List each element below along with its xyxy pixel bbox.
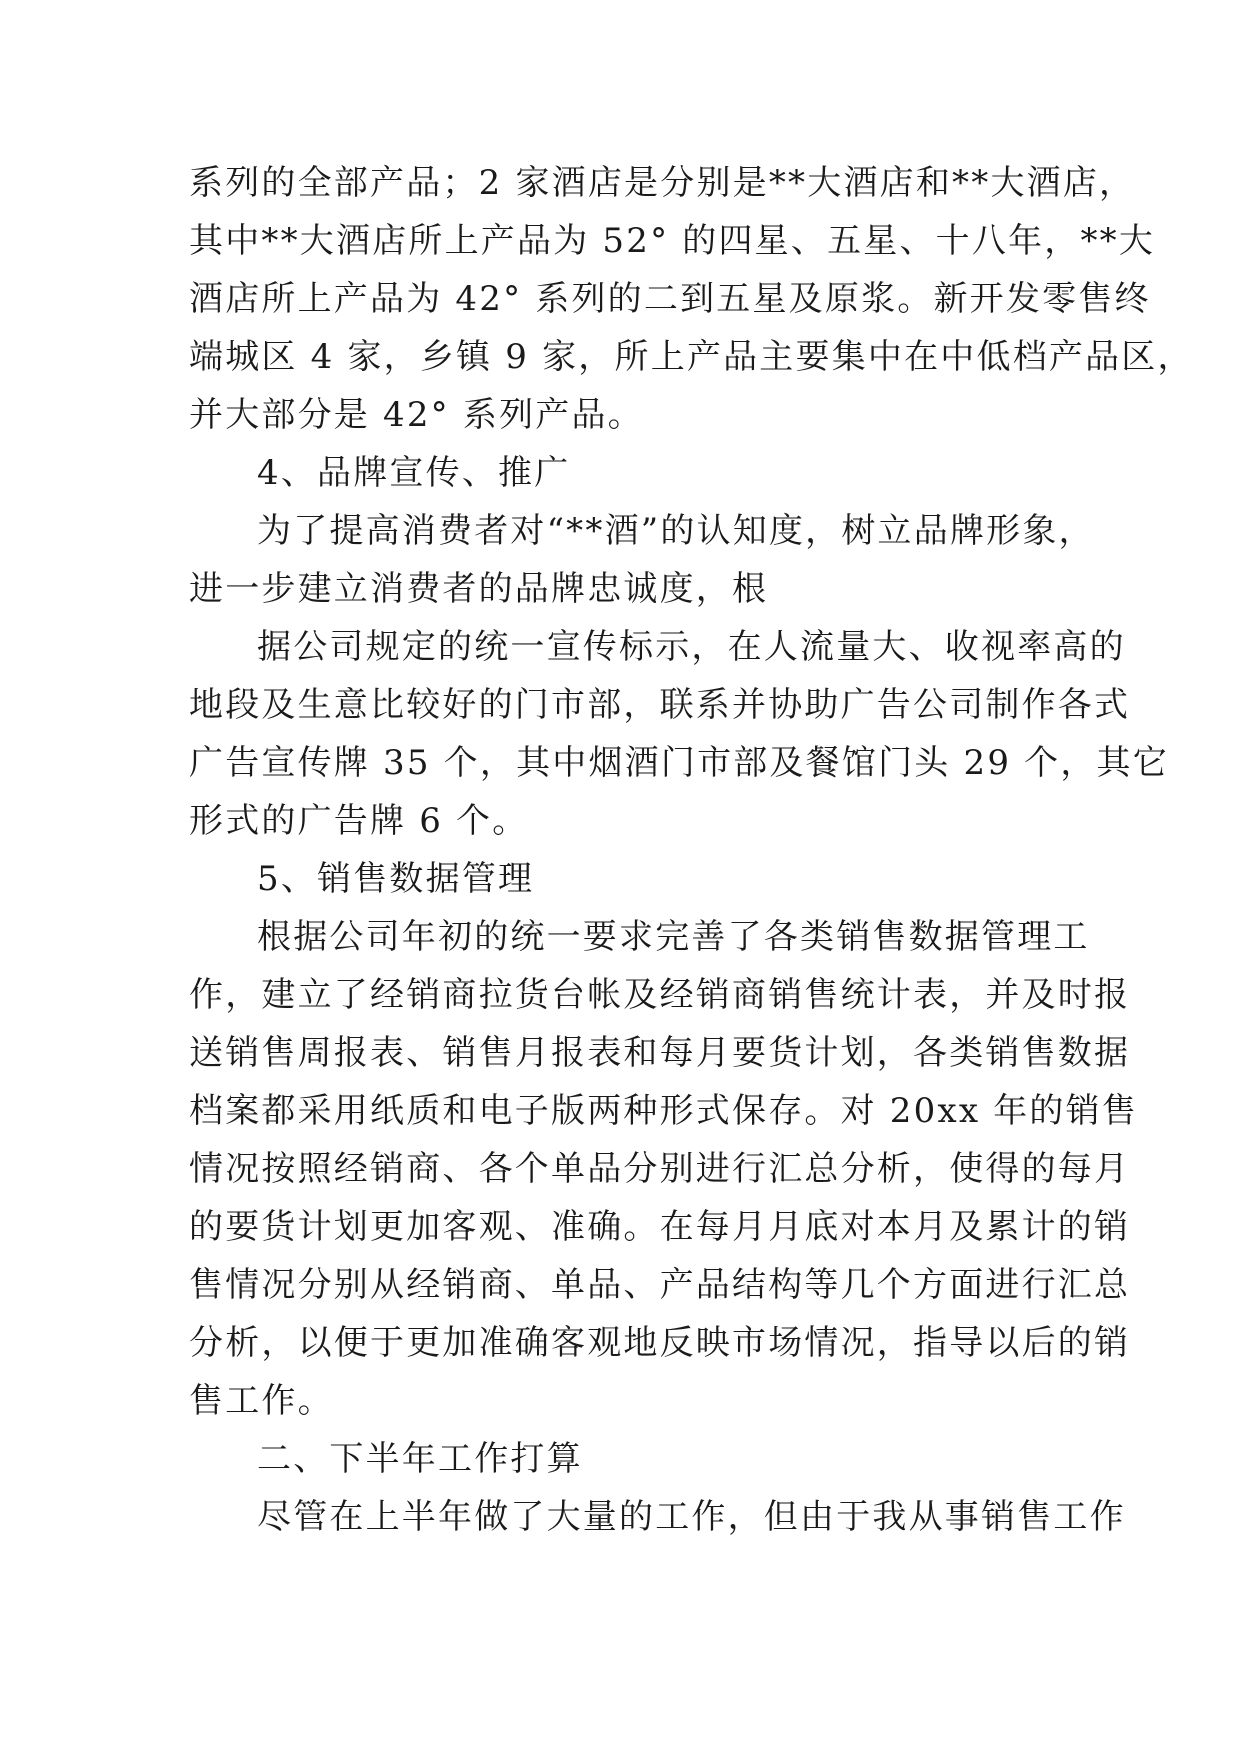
text-line: 档案都采用纸质和电子版两种形式保存。对 20xx 年的销售 bbox=[189, 1091, 1139, 1131]
paragraph-first-line: 根据公司年初的统一要求完善了各类销售数据管理工 bbox=[257, 917, 1090, 957]
text-line: 地段及生意比较好的门市部，联系并协助广告公司制作各式 bbox=[189, 685, 1131, 725]
text-line: 情况按照经销商、各个单品分别进行汇总分析，使得的每月 bbox=[189, 1149, 1131, 1189]
section-heading: 4、品牌宣传、推广 bbox=[257, 453, 571, 493]
text-line: 系列的全部产品；2 家酒店是分别是**大酒店和**大酒店， bbox=[189, 163, 1136, 203]
text-line: 售工作。 bbox=[189, 1381, 334, 1421]
text-line: 送销售周报表、销售月报表和每月要货计划，各类销售数据 bbox=[189, 1033, 1131, 1073]
text-line: 分析，以便于更加准确客观地反映市场情况，指导以后的销 bbox=[189, 1323, 1131, 1363]
text-line: 的要货计划更加客观、准确。在每月月底对本月及累计的销 bbox=[189, 1207, 1131, 1247]
text-line: 形式的广告牌 6 个。 bbox=[189, 801, 529, 841]
text-line: 其中**大酒店所上产品为 52° 的四星、五星、十八年，**大 bbox=[189, 221, 1156, 261]
text-line: 并大部分是 42° 系列产品。 bbox=[189, 395, 644, 435]
text-line: 作，建立了经销商拉货台帐及经销商销售统计表，并及时报 bbox=[189, 975, 1131, 1015]
paragraph-first-line: 据公司规定的统一宣传标示，在人流量大、收视率高的 bbox=[257, 627, 1126, 667]
text-line: 端城区 4 家，乡镇 9 家，所上产品主要集中在中低档产品区， bbox=[189, 337, 1194, 377]
section-heading: 二、下半年工作打算 bbox=[257, 1439, 583, 1479]
text-line: 酒店所上产品为 42° 系列的二到五星及原浆。新开发零售终 bbox=[189, 279, 1151, 319]
section-heading: 5、销售数据管理 bbox=[257, 859, 535, 899]
document-body bbox=[189, 154, 1194, 1546]
paragraph-first-line: 尽管在上半年做了大量的工作，但由于我从事销售工作 bbox=[257, 1497, 1126, 1537]
text-line: 进一步建立消费者的品牌忠诚度，根 bbox=[189, 569, 769, 609]
text-line: 售情况分别从经销商、单品、产品结构等几个方面进行汇总 bbox=[189, 1265, 1131, 1305]
text-line: 广告宣传牌 35 个，其中烟酒门市部及餐馆门头 29 个，其它 bbox=[189, 743, 1169, 783]
paragraph-first-line: 为了提高消费者对“**酒”的认知度，树立品牌形象， bbox=[257, 511, 1095, 551]
